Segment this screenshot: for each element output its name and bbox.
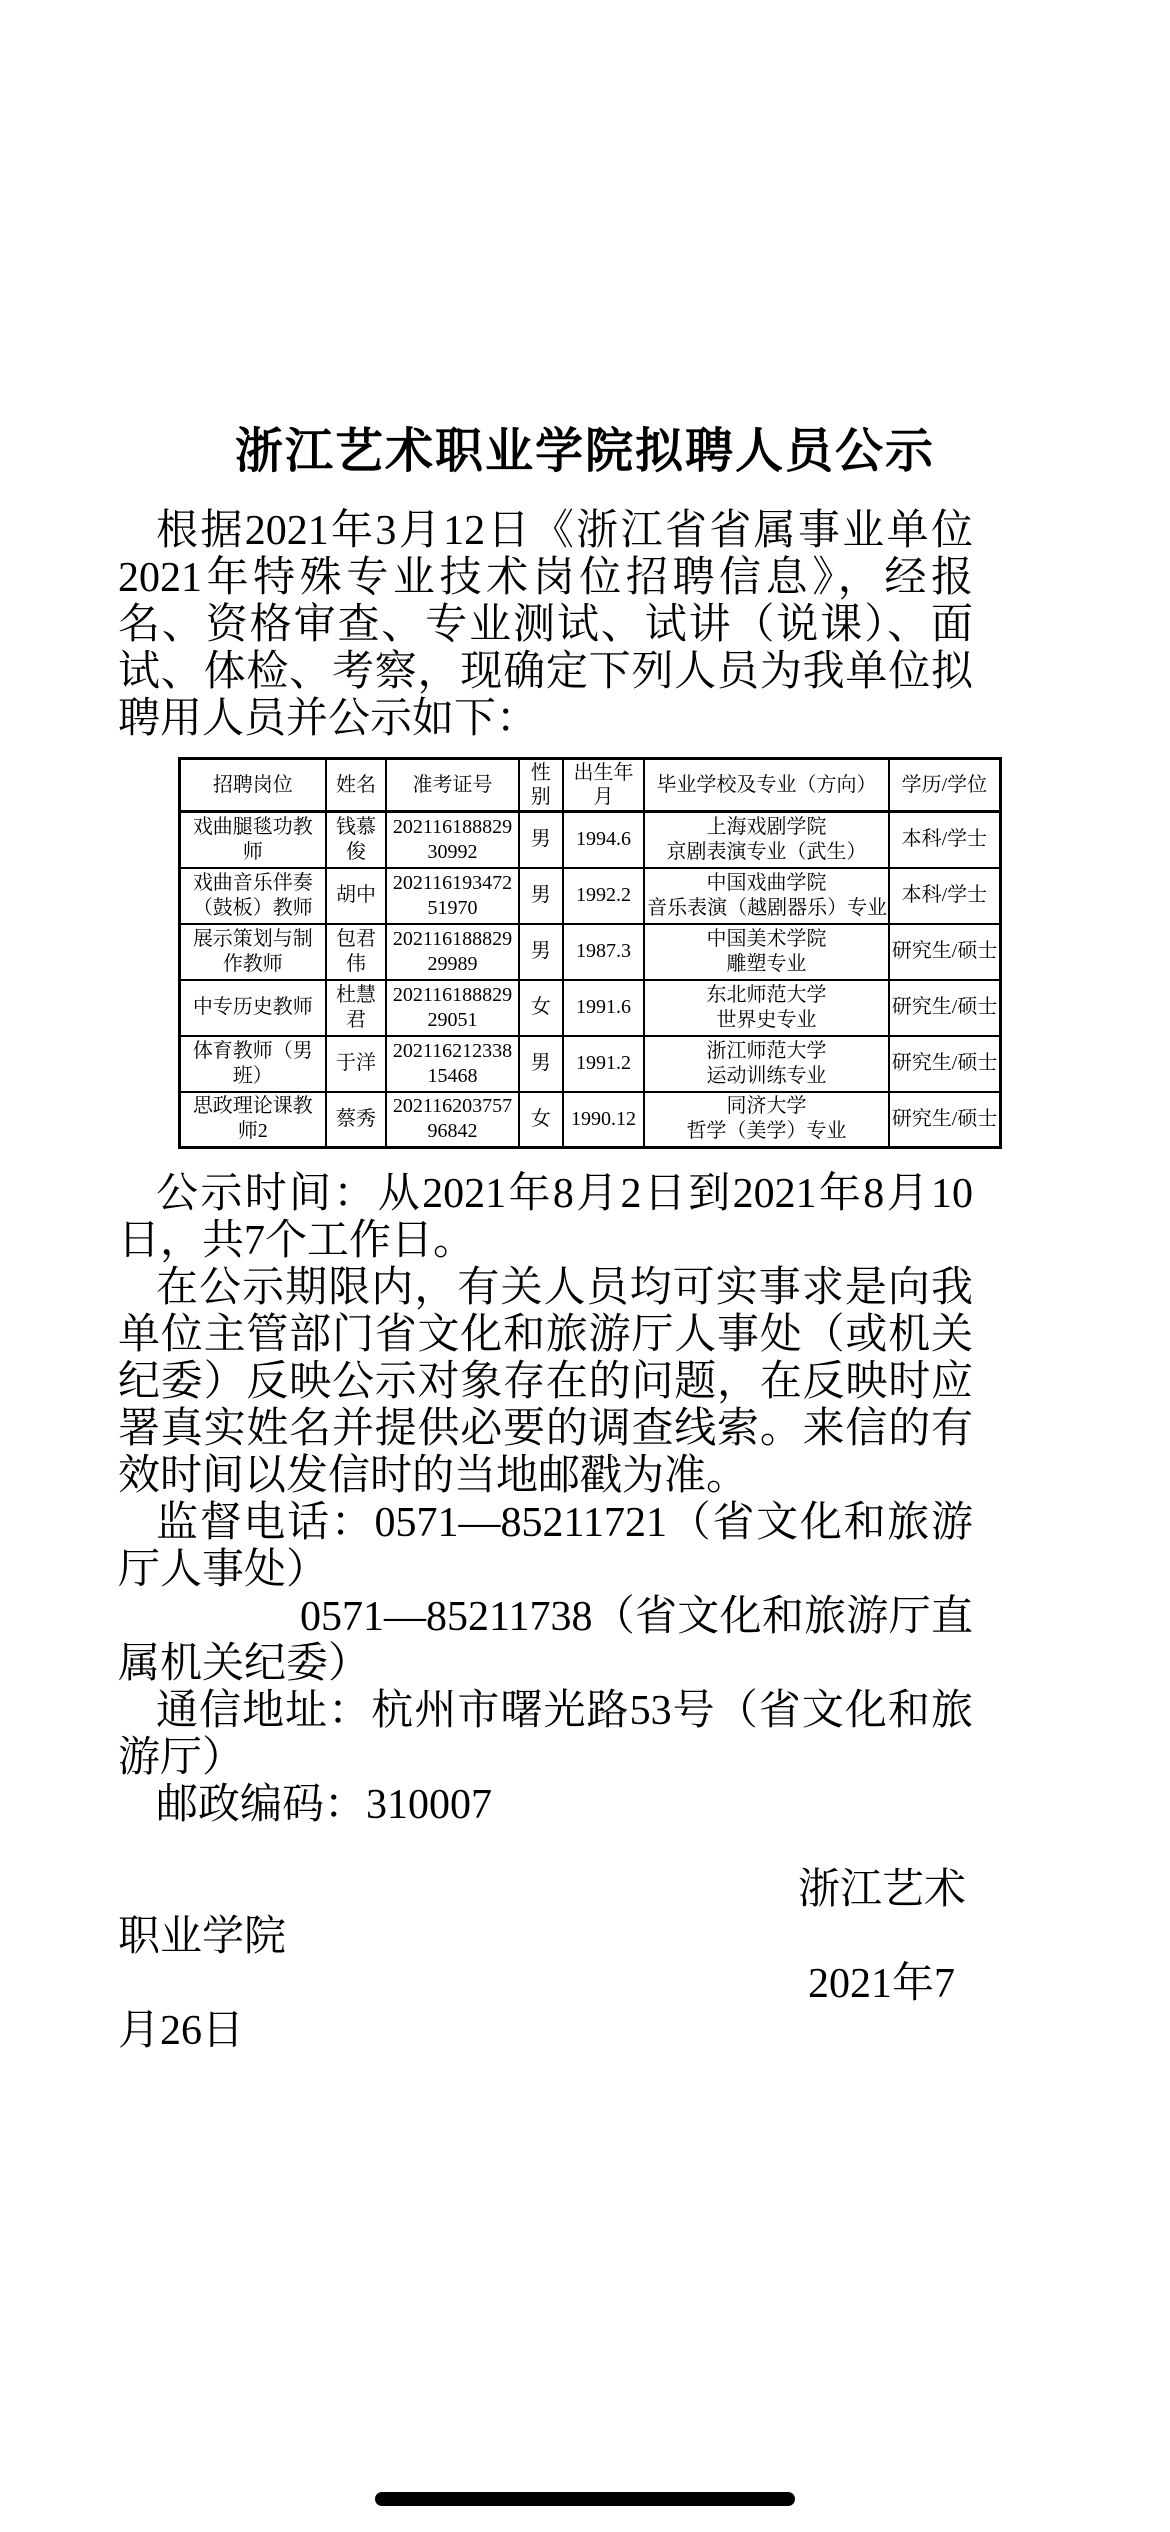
header-school-major: 毕业学校及专业（方向） [644, 759, 889, 812]
cell-exam-number: 20211618882929989 [386, 924, 518, 980]
table-row [180, 812, 1001, 868]
supervision-phone-line-2: 0571—85211738（省文化和旅游厅直属机关纪委） [118, 1594, 973, 1687]
cell-exam-number: 20211621233815468 [386, 1036, 518, 1092]
signature-block [118, 1867, 973, 2055]
supervision-phone-line: 监督电话：0571—85211721（省文化和旅游厅人事处） [118, 1500, 973, 1593]
mailing-address-line: 通信地址：杭州市曙光路53号（省文化和旅游厅） [118, 1688, 973, 1781]
cell-gender: 男 [519, 924, 563, 980]
cell-birth-date: 1987.3 [563, 924, 644, 980]
table-row [180, 980, 1001, 1036]
school-name: 中国戏曲学院 [706, 871, 827, 894]
cell-position: 展示策划与制作教师 [180, 924, 326, 980]
cell-birth-date: 1990.12 [563, 1092, 644, 1148]
school-name: 同济大学 [726, 1095, 807, 1118]
school-name: 浙江师范大学 [706, 1039, 827, 1062]
cell-name: 包君伟 [326, 924, 387, 980]
header-degree: 学历/学位 [889, 759, 1001, 812]
cell-position: 思政理论课教师2 [180, 1092, 326, 1148]
cell-exam-number: 20211618882930992 [386, 812, 518, 868]
cell-school-major [644, 812, 889, 868]
page-title: 浙江艺术职业学院拟聘人员公示 [234, 425, 935, 478]
table-row [180, 924, 1001, 980]
cell-gender: 女 [519, 980, 563, 1036]
cell-degree: 本科/学士 [889, 812, 1001, 868]
table-row [180, 1036, 1001, 1092]
major-name: 雕塑专业 [726, 952, 807, 975]
cell-birth-date: 1991.6 [563, 980, 644, 1036]
school-name: 中国美术学院 [706, 927, 827, 950]
cell-exam-number: 20211618882929051 [386, 980, 518, 1036]
cell-position: 体育教师（男班） [180, 1036, 326, 1092]
cell-exam-number: 20211620375796842 [386, 1092, 518, 1148]
header-position: 招聘岗位 [180, 759, 326, 812]
cell-school-major [644, 1092, 889, 1148]
cell-name: 蔡秀 [326, 1092, 387, 1148]
cell-school-major [644, 868, 889, 924]
cell-degree: 研究生/硕士 [889, 1092, 1001, 1148]
cell-name: 于洋 [326, 1036, 387, 1092]
signature-org-line-2: 职业学院 [118, 1914, 287, 1960]
cell-gender: 男 [519, 812, 563, 868]
document-body [118, 508, 998, 2055]
cell-position: 中专历史教师 [180, 980, 326, 1036]
publicity-period-paragraph: 公示时间：从2021年8月2日到2021年8月10日，共7个工作日。 [118, 1171, 973, 1264]
major-name: 运动训练专业 [706, 1064, 827, 1087]
table-row [180, 868, 1001, 924]
cell-birth-date: 1992.2 [563, 868, 644, 924]
cell-position: 戏曲腿毯功教师 [180, 812, 326, 868]
cell-school-major [644, 1036, 889, 1092]
cell-position: 戏曲音乐伴奏（鼓板）教师 [180, 868, 326, 924]
major-name: 京剧表演专业（武生） [666, 840, 867, 863]
home-indicator[interactable] [375, 2492, 795, 2506]
cell-school-major [644, 980, 889, 1036]
cell-birth-date: 1994.6 [563, 812, 644, 868]
cell-degree: 研究生/硕士 [889, 1036, 1001, 1092]
table-row [180, 1092, 1001, 1148]
cell-school-major [644, 924, 889, 980]
cell-exam-number: 20211619347251970 [386, 868, 518, 924]
major-name: 哲学（美学）专业 [686, 1120, 847, 1143]
postal-code-line: 邮政编码：310007 [156, 1782, 493, 1828]
cell-gender: 女 [519, 1092, 563, 1148]
feedback-paragraph: 在公示期限内，有关人员均可实事求是向我单位主管部门省文化和旅游厅人事处（或机关纪委）反映公示对象存在的问题，在反映时应署真实姓名并提供必要的调查线索。来信的有效时间以发信时的当地邮戳为准。 [118, 1265, 973, 1499]
cell-gender: 男 [519, 1036, 563, 1092]
signature-date-line-2: 月26日 [118, 2008, 245, 2054]
school-name: 上海戏剧学院 [706, 815, 827, 838]
intro-paragraph: 根据2021年3月12日《浙江省省属事业单位2021年特殊专业技术岗位招聘信息》，经报名、资格审查、专业测试、试讲（说课）、面试、体检、考察，现确定下列人员为我单位拟聘用人员并公示如下： [118, 508, 973, 742]
header-exam-number: 准考证号 [386, 759, 518, 812]
cell-name: 杜慧君 [326, 980, 387, 1036]
cell-degree: 本科/学士 [889, 868, 1001, 924]
cell-name: 胡中 [326, 868, 387, 924]
cell-degree: 研究生/硕士 [889, 924, 1001, 980]
table-header-row [180, 759, 1001, 812]
cell-degree: 研究生/硕士 [889, 980, 1001, 1036]
signature-date-line-1: 2021年7 [808, 1961, 956, 2007]
header-gender: 性别 [519, 759, 563, 812]
cell-birth-date: 1991.2 [563, 1036, 644, 1092]
cell-name: 钱慕俊 [326, 812, 387, 868]
header-name: 姓名 [326, 759, 387, 812]
school-name: 东北师范大学 [706, 983, 827, 1006]
major-name: 世界史专业 [716, 1008, 817, 1031]
major-name: 音乐表演（越剧器乐）专业 [647, 896, 888, 919]
header-birth-date: 出生年月 [563, 759, 644, 812]
signature-org-line-1: 浙江艺术 [798, 1867, 967, 1913]
proposed-hires-table [178, 757, 1002, 1149]
cell-gender: 男 [519, 868, 563, 924]
